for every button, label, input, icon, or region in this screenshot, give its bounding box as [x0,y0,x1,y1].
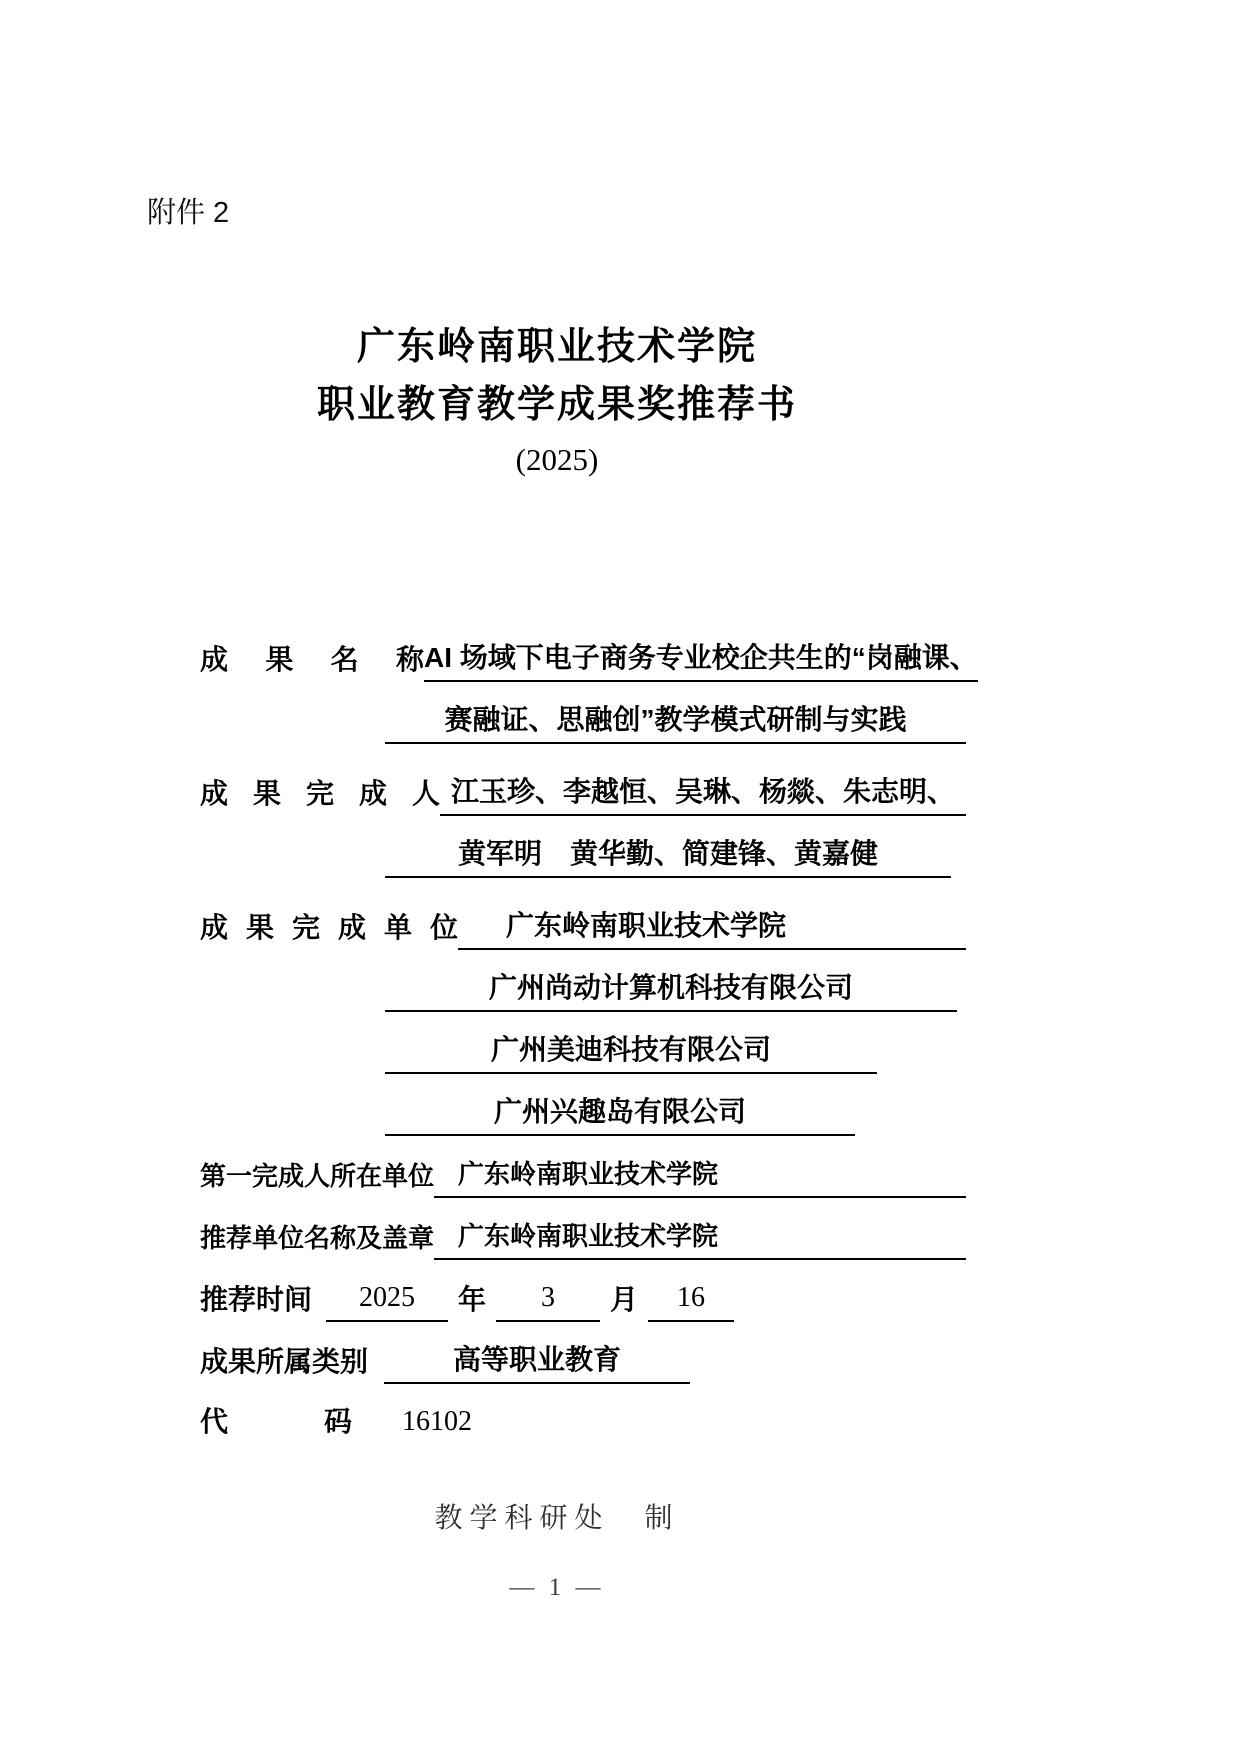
recommending-unit-row [200,1214,966,1260]
recommend-date-day-value: 16 [648,1276,734,1322]
document-title-line1: 广东岭南职业技术学院 [356,326,757,368]
completing-unit-1: 广东岭南职业技术学院 [458,904,966,950]
completing-units-row-4 [200,1090,966,1136]
code-value: 16102 [402,1406,472,1437]
recommend-date-month-value: 3 [496,1276,600,1322]
achievement-name-value-line2: 赛融证、思融创”教学模式研制与实践 [385,698,966,744]
completing-unit-2: 广州尚动计算机科技有限公司 [385,966,957,1012]
document-year: (2025) [515,442,599,477]
code-row [200,1400,966,1444]
achievement-name-label: 成果名称 [200,644,424,675]
page-number: — 1 — [509,1574,605,1601]
recommending-unit-label: 推荐单位名称及盖章 [200,1223,435,1253]
recommend-date-year-unit: 年 [458,1284,487,1315]
document-title-line2: 职业教育教学成果奖推荐书 [316,384,797,426]
achievers-row-cont [200,832,966,878]
achievement-name-value-line1: AI 场域下电子商务专业校企共生的“岗融课、 [424,636,978,682]
recommend-date-year-value: 2025 [326,1276,448,1322]
recommending-unit-value: 广东岭南职业技术学院 [434,1214,966,1260]
first-completer-unit-row [200,1152,966,1198]
first-completer-unit-label: 第一完成人所在单位 [200,1161,435,1191]
recommend-date-label: 推荐时间 [200,1284,313,1315]
completing-unit-4: 广州兴趣岛有限公司 [385,1090,855,1136]
first-completer-unit-value: 广东岭南职业技术学院 [434,1152,966,1198]
attachment-label: 附件 2 [147,197,230,229]
recommend-date-month-unit: 月 [610,1284,639,1315]
completing-units-row-3 [200,1028,966,1074]
issuer-note: 教学科研处 制 [434,1503,680,1534]
achievers-row [200,770,966,816]
category-label: 成果所属类别 [200,1346,369,1377]
achievers-value-line1: 江玉珍、李越恒、吴琳、杨燚、朱志明、 [440,770,966,816]
title-block [0,318,1114,478]
completing-unit-3: 广州美迪科技有限公司 [385,1028,877,1074]
achievement-name-row [200,636,978,682]
category-value: 高等职业教育 [384,1338,690,1384]
completing-units-label: 成果完成单位 [200,912,458,943]
completing-units-row-2 [200,966,966,1012]
code-label: 代码 [200,1406,352,1437]
achievers-label: 成果完成人 [200,778,440,809]
recommend-date-row [200,1276,966,1322]
recommendation-form [200,636,978,1460]
category-row [200,1338,966,1384]
achievement-name-row-cont [200,698,966,744]
achievers-value-line2: 黄军明 黄华勤、简建锋、黄嘉健 [385,832,951,878]
completing-units-row [200,904,966,950]
